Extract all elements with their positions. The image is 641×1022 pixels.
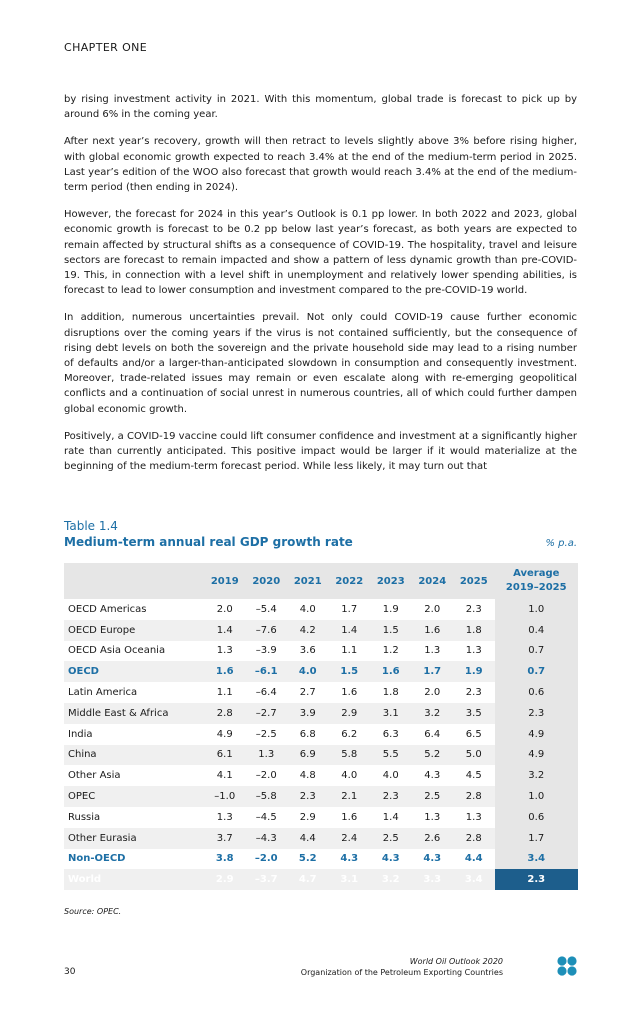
value-cell: 2.4 <box>329 828 371 849</box>
value-cell: 6.4 <box>412 724 454 745</box>
value-cell: 3.1 <box>370 703 412 724</box>
value-cell: 2.0 <box>412 682 454 703</box>
value-cell: 4.0 <box>329 765 371 786</box>
region-cell: Middle East & Africa <box>64 703 204 724</box>
value-cell: 4.7 <box>287 869 329 890</box>
average-header-label: Average <box>513 568 560 579</box>
value-cell: 2.3 <box>453 682 495 703</box>
value-cell: 4.4 <box>287 828 329 849</box>
value-cell: 2.5 <box>412 786 454 807</box>
table-caption <box>64 518 577 550</box>
value-cell: 5.5 <box>370 745 412 766</box>
paragraph: However, the forecast for 2024 in this year’s Outlook is 0.1 pp lower. In both 2022 and 2023, global economic growth is forecast to be 0.2 pp below last year’s forecast, as both years are expected to remain affected by structural shifts as a consequence of COVID-19. The hospitality, travel and leisure sectors are forecast to remain impacted and show a pattern of less dynamic growth than pre-COVID-19. This, in connection with a level shift in unemployment and relatively lower spending abilities, is forecast to lead to lower consumption and investment compared to the pre-COVID-19 world. <box>64 209 577 297</box>
value-cell: –1.0 <box>204 786 246 807</box>
value-cell: 2.0 <box>204 599 246 620</box>
average-cell: 0.6 <box>495 807 579 828</box>
value-cell: 4.1 <box>204 765 246 786</box>
table-row <box>64 786 578 807</box>
value-cell: 1.8 <box>453 620 495 641</box>
value-cell: 4.3 <box>412 765 454 786</box>
table-row <box>64 599 578 620</box>
value-cell: 2.3 <box>370 786 412 807</box>
value-cell: 2.3 <box>453 599 495 620</box>
value-cell: 3.6 <box>287 641 329 662</box>
region-column-header <box>64 563 204 599</box>
table-row <box>64 661 578 682</box>
value-cell: 1.3 <box>246 745 288 766</box>
value-cell: 3.2 <box>412 703 454 724</box>
value-cell: 1.3 <box>453 807 495 828</box>
value-cell: 2.8 <box>453 786 495 807</box>
value-cell: –5.4 <box>246 599 288 620</box>
table-row <box>64 620 578 641</box>
value-cell: 4.0 <box>287 661 329 682</box>
value-cell: 4.5 <box>453 765 495 786</box>
table-header-row <box>64 563 578 599</box>
value-cell: –3.9 <box>246 641 288 662</box>
footer-publication-info <box>301 956 503 978</box>
value-cell: –4.5 <box>246 807 288 828</box>
value-cell: 1.3 <box>412 641 454 662</box>
value-cell: 6.2 <box>329 724 371 745</box>
paragraph: by rising investment activity in 2021. With this momentum, global trade is forecast to pick up by around 6% in the coming year. <box>64 94 577 121</box>
value-cell: 3.5 <box>453 703 495 724</box>
value-cell: 2.3 <box>287 786 329 807</box>
average-cell: 2.3 <box>495 703 579 724</box>
average-cell: 3.2 <box>495 765 579 786</box>
value-cell: –5.8 <box>246 786 288 807</box>
average-cell: 4.9 <box>495 724 579 745</box>
region-cell: OPEC <box>64 786 204 807</box>
value-cell: 2.9 <box>287 807 329 828</box>
publication-title: World Oil Outlook 2020 <box>409 957 503 966</box>
region-cell: Other Eurasia <box>64 828 204 849</box>
value-cell: –4.3 <box>246 828 288 849</box>
table-row <box>64 724 578 745</box>
region-cell: OECD Europe <box>64 620 204 641</box>
paragraph: In addition, numerous uncertainties prevail. Not only could COVID-19 cause further economic disruptions over the coming years if the virus is not contained sufficiently, but the consequence of rising debt levels on both the sovereign and the private household side may lead to a rising number of defaults and/or a larger-than-anticipated slowdown in consumption and consequently investment. Moreover, trade-related issues may remain or even escalate along with re-emerging geopolitical conflicts and a continuation of social unrest in numerous countries, all of which could further dampen global economic growth. <box>64 312 577 415</box>
average-cell: 3.4 <box>495 849 579 870</box>
value-cell: 6.3 <box>370 724 412 745</box>
value-cell: –2.7 <box>246 703 288 724</box>
average-cell: 1.7 <box>495 828 579 849</box>
value-cell: 4.0 <box>287 599 329 620</box>
table-unit: % p.a. <box>545 538 577 549</box>
gdp-growth-table <box>64 563 578 890</box>
table-row <box>64 828 578 849</box>
value-cell: 1.9 <box>370 599 412 620</box>
value-cell: 1.7 <box>329 599 371 620</box>
average-cell: 0.7 <box>495 641 579 662</box>
region-cell: India <box>64 724 204 745</box>
region-cell: Latin America <box>64 682 204 703</box>
value-cell: 1.4 <box>329 620 371 641</box>
value-cell: 1.1 <box>204 682 246 703</box>
value-cell: 1.9 <box>453 661 495 682</box>
average-cell: 1.0 <box>495 599 579 620</box>
value-cell: 3.7 <box>204 828 246 849</box>
value-cell: 3.1 <box>329 869 371 890</box>
table-row <box>64 869 578 890</box>
average-cell: 0.4 <box>495 620 579 641</box>
average-cell: 1.0 <box>495 786 579 807</box>
opec-logo-icon <box>556 955 578 977</box>
region-cell: Other Asia <box>64 765 204 786</box>
value-cell: 1.5 <box>329 661 371 682</box>
value-cell: 1.1 <box>329 641 371 662</box>
value-cell: 4.8 <box>287 765 329 786</box>
value-cell: 1.3 <box>453 641 495 662</box>
average-cell: 2.3 <box>495 869 579 890</box>
year-header: 2024 <box>412 563 454 599</box>
table-body <box>64 599 578 890</box>
value-cell: 5.2 <box>287 849 329 870</box>
page-number: 30 <box>64 967 76 977</box>
value-cell: 2.6 <box>412 828 454 849</box>
year-header: 2021 <box>287 563 329 599</box>
region-cell: Non-OECD <box>64 849 204 870</box>
value-cell: –2.0 <box>246 849 288 870</box>
table-row <box>64 807 578 828</box>
region-cell: OECD <box>64 661 204 682</box>
paragraph: After next year’s recovery, growth will then retract to levels slightly above 3% before rising higher, with global economic growth expected to reach 3.4% at the end of the medium-term period in 2025. Last year’s edition of the WOO also forecast that growth would reach 3.4% at the end of the medium-term period (then ending in 2024). <box>64 136 577 194</box>
value-cell: 2.0 <box>412 599 454 620</box>
table-row <box>64 765 578 786</box>
region-cell: OECD Asia Oceania <box>64 641 204 662</box>
value-cell: 5.0 <box>453 745 495 766</box>
year-header: 2025 <box>453 563 495 599</box>
organization-name: Organization of the Petroleum Exporting Countries <box>300 968 503 977</box>
average-cell: 0.7 <box>495 661 579 682</box>
value-cell: –3.7 <box>246 869 288 890</box>
value-cell: –6.1 <box>246 661 288 682</box>
value-cell: 5.8 <box>329 745 371 766</box>
value-cell: 4.9 <box>204 724 246 745</box>
value-cell: 4.4 <box>453 849 495 870</box>
average-cell: 0.6 <box>495 682 579 703</box>
value-cell: 1.4 <box>204 620 246 641</box>
average-header-period: 2019–2025 <box>505 582 567 593</box>
value-cell: 2.5 <box>370 828 412 849</box>
average-cell: 4.9 <box>495 745 579 766</box>
value-cell: 3.3 <box>412 869 454 890</box>
value-cell: 1.6 <box>204 661 246 682</box>
table-source: Source: OPEC. <box>64 907 122 916</box>
value-cell: 2.9 <box>329 703 371 724</box>
average-column-header <box>495 563 579 599</box>
value-cell: 1.8 <box>370 682 412 703</box>
value-cell: 1.3 <box>204 641 246 662</box>
value-cell: 1.6 <box>329 682 371 703</box>
value-cell: 1.5 <box>370 620 412 641</box>
value-cell: 1.3 <box>412 807 454 828</box>
year-header: 2020 <box>246 563 288 599</box>
table-row <box>64 703 578 724</box>
value-cell: 4.3 <box>412 849 454 870</box>
table-row <box>64 682 578 703</box>
value-cell: 1.6 <box>329 807 371 828</box>
value-cell: 2.1 <box>329 786 371 807</box>
value-cell: –7.6 <box>246 620 288 641</box>
value-cell: 2.7 <box>287 682 329 703</box>
chapter-heading: CHAPTER ONE <box>64 41 148 54</box>
table-number: Table 1.4 <box>64 519 118 533</box>
year-header: 2022 <box>329 563 371 599</box>
table-row <box>64 745 578 766</box>
value-cell: –2.5 <box>246 724 288 745</box>
value-cell: 2.8 <box>204 703 246 724</box>
value-cell: 1.6 <box>370 661 412 682</box>
value-cell: 1.7 <box>412 661 454 682</box>
value-cell: 1.4 <box>370 807 412 828</box>
year-header: 2023 <box>370 563 412 599</box>
body-text <box>64 92 577 486</box>
region-cell: World <box>64 869 204 890</box>
value-cell: 2.8 <box>453 828 495 849</box>
value-cell: 4.2 <box>287 620 329 641</box>
value-cell: –2.0 <box>246 765 288 786</box>
value-cell: 5.2 <box>412 745 454 766</box>
value-cell: 6.5 <box>453 724 495 745</box>
value-cell: 6.1 <box>204 745 246 766</box>
value-cell: 3.8 <box>204 849 246 870</box>
value-cell: 3.2 <box>370 869 412 890</box>
region-cell: OECD Americas <box>64 599 204 620</box>
region-cell: China <box>64 745 204 766</box>
value-cell: 3.9 <box>287 703 329 724</box>
value-cell: 6.8 <box>287 724 329 745</box>
value-cell: 1.6 <box>412 620 454 641</box>
table-row <box>64 641 578 662</box>
value-cell: 1.3 <box>204 807 246 828</box>
value-cell: 6.9 <box>287 745 329 766</box>
value-cell: 1.2 <box>370 641 412 662</box>
value-cell: –6.4 <box>246 682 288 703</box>
value-cell: 3.4 <box>453 869 495 890</box>
value-cell: 4.0 <box>370 765 412 786</box>
value-cell: 4.3 <box>329 849 371 870</box>
paragraph: Positively, a COVID-19 vaccine could lift consumer confidence and investment at a significantly higher rate than currently anticipated. This positive impact would be larger if it would materialize at the beginning of the medium-term forecast period. While less likely, it may turn out that <box>64 430 577 473</box>
value-cell: 2.9 <box>204 869 246 890</box>
year-header: 2019 <box>204 563 246 599</box>
value-cell: 4.3 <box>370 849 412 870</box>
region-cell: Russia <box>64 807 204 828</box>
table-row <box>64 849 578 870</box>
table-title: Medium-term annual real GDP growth rate <box>64 535 353 549</box>
